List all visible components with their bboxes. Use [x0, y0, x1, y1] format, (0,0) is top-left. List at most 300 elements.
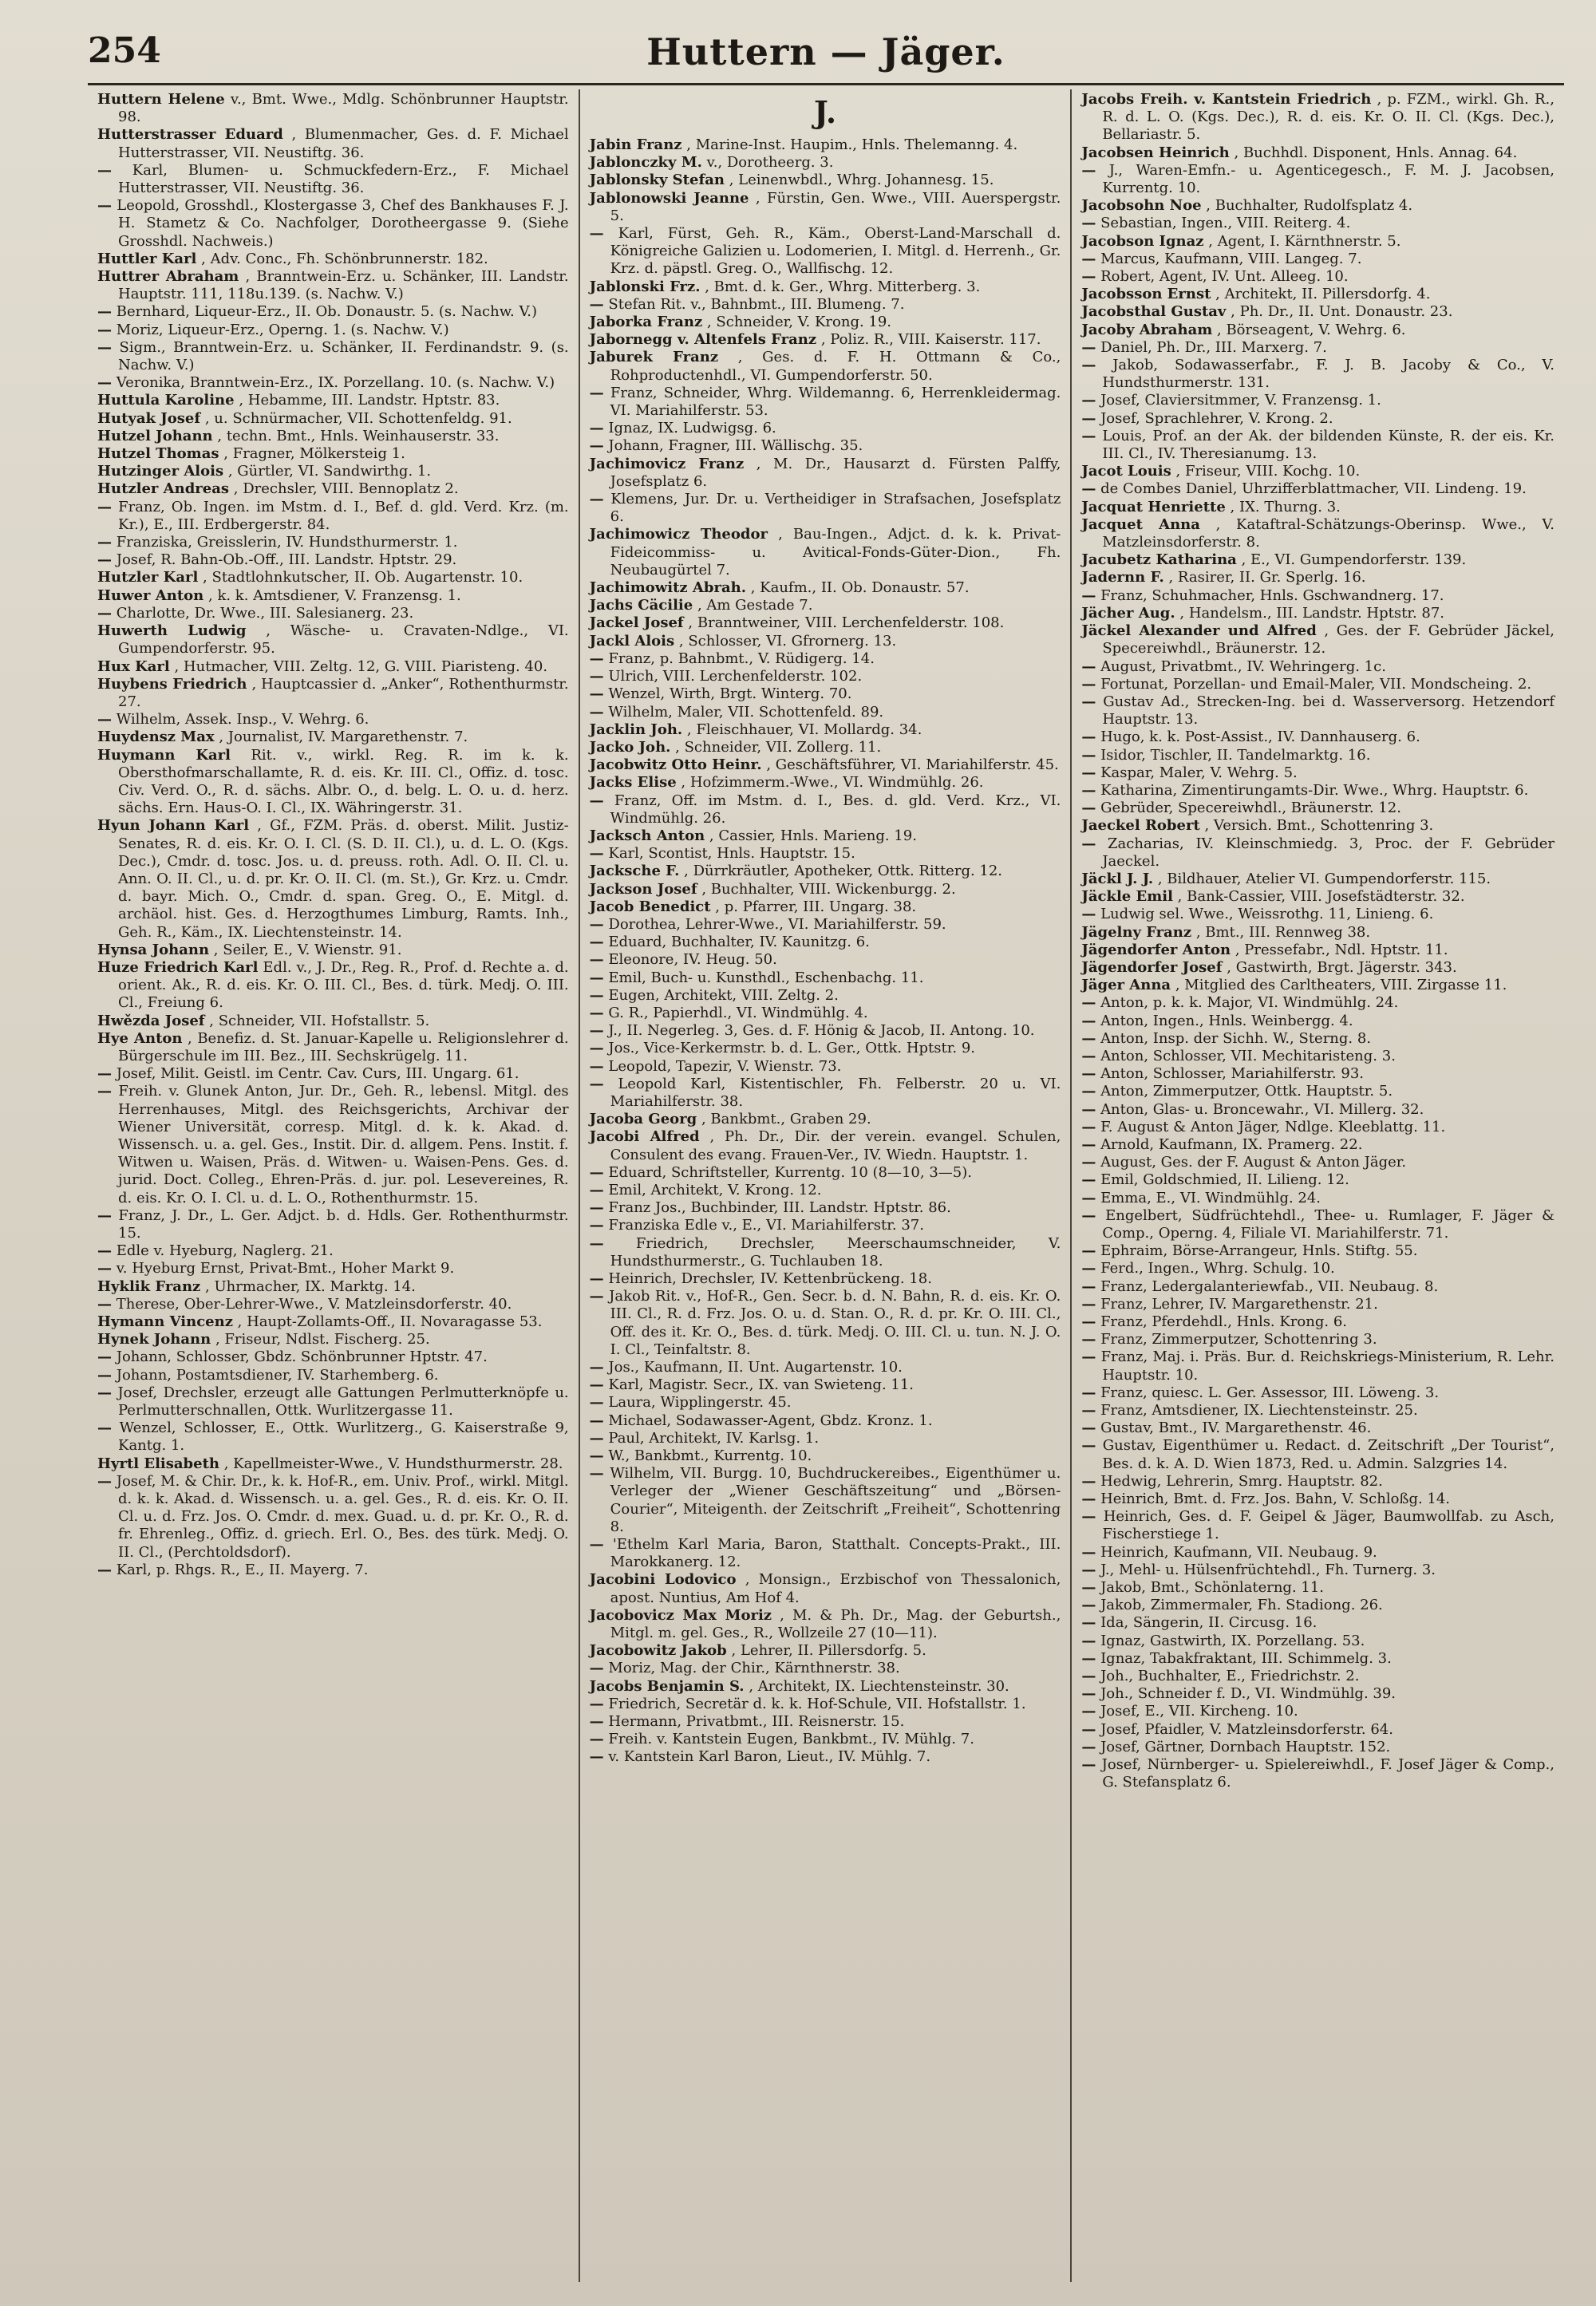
entry-name: Jacobini Lodovico	[589, 1571, 737, 1589]
directory-entry	[1081, 91, 1555, 144]
entry-text: Therese, Ober-Lehrer-Wwe., V. Matzleinsdorferstr. 40.	[116, 1295, 512, 1313]
directory-entry	[1081, 1242, 1555, 1260]
entry-name: Jaeckel Robert	[1081, 817, 1200, 835]
directory-entry	[1081, 392, 1555, 409]
directory-entry	[590, 845, 1061, 863]
directory-entry	[97, 587, 569, 605]
directory-entry	[97, 1260, 569, 1277]
entry-name: —	[589, 1217, 604, 1234]
directory-entry	[1081, 1048, 1555, 1065]
directory-entry	[590, 1607, 1061, 1642]
entry-text: G. R., Papierhdl., VI. Windmühlg. 4.	[608, 1004, 868, 1021]
directory-entry	[590, 1199, 1061, 1217]
entry-name: —	[589, 1536, 604, 1554]
entry-name: —	[97, 1366, 112, 1384]
directory-entry	[590, 756, 1061, 774]
entry-name: Huwerth Ludwig	[97, 622, 247, 640]
entry-name: —	[589, 915, 604, 933]
entry-name: Huze Friedrich Karl	[97, 958, 259, 976]
directory-entry	[1081, 1721, 1555, 1739]
entry-name: —	[589, 1695, 604, 1712]
entry-text: , Journalist, IV. Margarethenstr. 7.	[219, 729, 468, 746]
directory-entry	[1081, 1544, 1555, 1562]
entry-name: —	[589, 845, 604, 863]
entry-name: Jachimowicz Theodor	[589, 526, 768, 543]
entry-text: , Bank-Cassier, VIII. Josefstädterstr. 32.	[1177, 888, 1465, 906]
directory-entry	[590, 1678, 1061, 1696]
entry-text: Josef, Pfaidler, V. Matzleinsdorferstr. 64.	[1100, 1720, 1393, 1738]
entry-name: —	[589, 1394, 604, 1412]
entry-name: Jachs Cäcilie	[589, 597, 693, 614]
entry-text: Isidor, Tischler, II. Tandelmarktg. 16.	[1100, 746, 1371, 764]
entry-text: Josef, Sprachlehrer, V. Krong. 2.	[1100, 409, 1333, 427]
entry-name: —	[589, 1465, 604, 1483]
entry-text: August, Ges. der F. August & Anton Jäger.	[1100, 1154, 1407, 1171]
entry-text: , Bmt. d. k. Ger., Whrg. Mitterberg. 3.	[705, 278, 981, 295]
header-rule	[88, 83, 1564, 85]
directory-entry	[1081, 1384, 1555, 1402]
entry-name: Jacks Elise	[589, 774, 677, 792]
directory-entry	[1081, 924, 1555, 942]
entry-text: Veronika, Branntwein-Erz., IX. Porzellang. 10. (s. Nachw. V.)	[116, 374, 555, 392]
entry-text: Robert, Agent, IV. Unt. Alleeg. 10.	[1100, 268, 1349, 286]
entry-text: , Poliz. R., VIII. Kaiserstr. 117.	[820, 331, 1041, 349]
entry-text: Emil, Architekt, V. Krong. 12.	[608, 1181, 822, 1198]
entry-text: Ignaz, IX. Ludwigsg. 6.	[608, 420, 776, 437]
entry-text: , Ges. d. F. H. Ottmann & Co., Rohproductenhdl., VI. Gumpendorferstr. 50.	[610, 349, 1061, 384]
entry-name: —	[589, 1412, 604, 1429]
entry-name: Hutzler Karl	[97, 569, 199, 586]
entry-text: Josef, Milit. Geistl. im Centr. Cav. Curs, III. Ungarg. 61.	[116, 1065, 519, 1083]
entry-name: —	[589, 1004, 604, 1021]
directory-entry	[590, 1359, 1061, 1376]
entry-text: Hugo, k. k. Post-Assist., IV. Dannhauserg. 6.	[1100, 729, 1420, 746]
entry-text: Ida, Sängerin, II. Circusg. 16.	[1100, 1614, 1317, 1632]
directory-entry	[97, 676, 569, 711]
entry-text: Emma, E., VI. Windmühlg. 24.	[1100, 1189, 1321, 1206]
entry-text: Franz, Maj. i. Präs. Bur. d. Reichskriegs-Ministerium, R. Lehr. Hauptstr. 10.	[1100, 1348, 1555, 1384]
directory-entry	[1081, 286, 1555, 303]
entry-name: —	[1081, 1668, 1096, 1685]
directory-entry	[590, 1731, 1061, 1748]
entry-name: —	[1081, 1277, 1096, 1295]
directory-entry	[1081, 977, 1555, 994]
entry-name: —	[589, 668, 604, 685]
entry-text: Anton, p. k. k. Major, VI. Windmühlg. 24.	[1100, 994, 1399, 1012]
entry-name: —	[589, 1447, 604, 1465]
directory-entry	[97, 162, 569, 197]
page-number: 254	[88, 30, 161, 71]
entry-text: , Bmt., III. Rennweg 38.	[1195, 923, 1371, 941]
entry-text: Franz, Zimmerputzer, Schottenring 3.	[1100, 1331, 1377, 1348]
entry-text: Karl, p. Rhgs. R., E., II. Mayerg. 7.	[116, 1561, 369, 1578]
entry-text: , Hebamme, III. Landstr. Hptstr. 83.	[239, 392, 500, 409]
entry-text: v., Bmt. Wwe., Mdlg. Schönbrunner Hauptstr. 98.	[118, 91, 569, 126]
entry-name: Jacksche F.	[589, 863, 680, 880]
entry-name: —	[1081, 1331, 1096, 1348]
entry-text: Ignaz, Tabakfraktant, III. Schimmelg. 3.	[1100, 1649, 1392, 1667]
directory-entry	[1081, 1420, 1555, 1437]
directory-entry	[1081, 959, 1555, 977]
entry-name: Hyun Johann Karl	[97, 817, 250, 835]
directory-entry	[97, 959, 569, 1013]
entry-name: —	[589, 1713, 604, 1731]
entry-name: Jacobovicz Max Moriz	[589, 1606, 772, 1624]
entry-text: Franz, Schneider, Whrg. Wildemanng. 6, Herrenkleidermag. VI. Mariahilferstr. 53.	[610, 384, 1061, 420]
entry-text: , Kataftral-Schätzungs-Oberinsp. Wwe., V. Matzleinsdorferstr. 8.	[1102, 515, 1555, 551]
entry-name: —	[589, 1199, 604, 1217]
entry-name: —	[1081, 338, 1096, 356]
directory-entry	[590, 1164, 1061, 1182]
directory-entry	[1081, 782, 1555, 800]
entry-name: —	[97, 1083, 112, 1100]
directory-entry	[1081, 871, 1555, 888]
directory-entry	[1081, 658, 1555, 676]
entry-name: —	[589, 1057, 604, 1075]
entry-text: Dorothea, Lehrer-Wwe., VI. Mariahilferstr. 59.	[608, 915, 946, 933]
directory-entry	[97, 1455, 569, 1473]
directory-entry	[590, 1111, 1061, 1128]
entry-name: Jäckle Emil	[1081, 888, 1173, 906]
directory-entry	[1081, 197, 1555, 215]
entry-text: , Börseagent, V. Wehrg. 6.	[1217, 321, 1406, 338]
entry-text: Edle v. Hyeburg, Naglerg. 21.	[116, 1242, 334, 1260]
entry-text: Franz, Off. im Mstm. d. I., Bes. d. gld. Verd. Krz., VI. Windmühlg. 26.	[610, 792, 1061, 827]
entry-name: Huttula Karoline	[97, 392, 235, 409]
directory-entry	[97, 569, 569, 586]
entry-name: —	[1081, 746, 1096, 764]
directory-entry	[1081, 906, 1555, 923]
entry-text: Anton, Insp. der Sichh. W., Sterng. 8.	[1100, 1029, 1372, 1047]
entry-text: , Friseur, VIII. Kochg. 10.	[1175, 463, 1361, 480]
entry-name: —	[589, 969, 604, 986]
entry-name: Jacobs Benjamin S.	[589, 1677, 745, 1695]
entry-name: Hutzler Andreas	[97, 480, 230, 498]
directory-entry	[97, 1331, 569, 1348]
entry-name: Hye Anton	[97, 1029, 183, 1047]
entry-name: —	[1081, 1738, 1096, 1755]
entry-text: Franz, Amtsdiener, IX. Liechtensteinstr. 25.	[1100, 1402, 1418, 1420]
entry-name: —	[589, 225, 604, 243]
entry-name: —	[1081, 392, 1096, 409]
entry-text: , Kapellmeister-Wwe., V. Hundsthurmerstr. 28.	[223, 1455, 563, 1472]
directory-entry	[1081, 303, 1555, 321]
directory-entry	[1081, 1013, 1555, 1030]
entry-name: —	[1081, 427, 1096, 444]
entry-text: , Haupt-Zollamts-Off., II. Novaragasse 53.	[237, 1313, 543, 1331]
entry-name: —	[589, 1359, 604, 1376]
entry-text: Josef, R. Bahn-Ob.-Off., III. Landstr. Hptstr. 29.	[116, 551, 457, 569]
directory-entry	[97, 1013, 569, 1030]
entry-text: , IX. Thurng. 3.	[1230, 498, 1341, 515]
directory-entry	[1081, 233, 1555, 251]
directory-entry	[1081, 499, 1555, 516]
entry-text: , Bankbmt., Graben 29.	[701, 1111, 871, 1128]
entry-name: Jacquet Anna	[1081, 515, 1200, 533]
entry-name: —	[1081, 1348, 1096, 1366]
entry-text: , Ph. Dr., Dir. der verein. evangel. Schulen, Consulent des evang. Frauen-Ver., IV. Wiedn. Hauptstr. 1.	[610, 1128, 1061, 1163]
directory-entry	[1081, 1030, 1555, 1048]
entry-text: , p. FZM., wirkl. Gh. R., R. d. L. O. (Kgs. Dec.), R. d. eis. Kr. O. II. Cl. (Kgs. Dec.), Bellariastr. 5.	[1102, 91, 1555, 144]
entry-name: Jachimowitz Abrah.	[589, 579, 746, 597]
entry-text: Michael, Sodawasser-Agent, Gbdz. Kronz. 1.	[608, 1412, 933, 1429]
directory-entry	[590, 1076, 1061, 1111]
entry-name: Jacobsson Ernst	[1081, 286, 1211, 303]
entry-text: , u. Schnürmacher, VII. Schottenfeldg. 91.	[204, 409, 512, 427]
directory-entry	[97, 303, 569, 321]
directory-entry	[97, 1083, 569, 1206]
entry-name: —	[1081, 1065, 1096, 1083]
entry-text: Anton, Schlosser, Mariahilferstr. 93.	[1100, 1065, 1365, 1083]
entry-name: Jacobsthal Gustav	[1081, 303, 1227, 321]
entry-text: Katharina, Zimentirungamts-Dir. Wwe., Whrg. Hauptstr. 6.	[1100, 781, 1529, 799]
directory-entry	[1081, 268, 1555, 286]
entry-name: —	[1081, 586, 1096, 604]
directory-entry	[590, 1394, 1061, 1412]
entry-name: Jägendorfer Josef	[1081, 958, 1223, 976]
directory-entry	[590, 597, 1061, 614]
entry-name: —	[589, 685, 604, 703]
directory-columns	[88, 89, 1564, 2282]
entry-name: —	[589, 384, 604, 401]
entry-text: Marcus, Kaufmann, VIII. Langeg. 7.	[1100, 250, 1362, 267]
entry-name: —	[589, 1234, 604, 1252]
entry-text: Freih. v. Kantstein Eugen, Bankbmt., IV. Mühlg. 7.	[608, 1731, 974, 1748]
directory-entry	[590, 916, 1061, 934]
entry-name: —	[1081, 675, 1096, 693]
entry-text: Daniel, Ph. Dr., III. Marxerg. 7.	[1100, 338, 1327, 356]
entry-name: Jacko Joh.	[589, 738, 671, 756]
directory-entry	[590, 385, 1061, 420]
entry-name: —	[1081, 250, 1096, 267]
entry-name: —	[97, 338, 112, 356]
page-header	[88, 30, 1564, 86]
entry-text: Friedrich, Drechsler, Meerschaumschneider, V. Hundsthurmerstr., G. Tuchlauben 18.	[610, 1234, 1061, 1269]
entry-text: Joh., Schneider f. D., VI. Windmühlg. 39.	[1100, 1685, 1396, 1703]
directory-entry	[97, 1296, 569, 1313]
directory-entry	[590, 792, 1061, 827]
entry-text: Karl, Scontist, Hnls. Hauptstr. 15.	[608, 845, 855, 863]
directory-entry	[590, 1235, 1061, 1270]
directory-entry	[1081, 1437, 1555, 1472]
entry-name: —	[97, 1065, 112, 1083]
entry-name: —	[1081, 268, 1096, 286]
directory-entry	[590, 1430, 1061, 1447]
entry-name: —	[1081, 1420, 1096, 1437]
entry-name: Hutzel Thomas	[97, 445, 219, 463]
entry-text: Josef, E., VII. Kircheng. 10.	[1100, 1703, 1298, 1720]
directory-entry	[1081, 994, 1555, 1012]
entry-text: Jakob, Bmt., Schönlaterng. 11.	[1100, 1579, 1325, 1597]
entry-name: —	[1081, 1703, 1096, 1720]
entry-text: , Mitglied des Carltheaters, VIII. Zirgasse 11.	[1175, 977, 1507, 994]
entry-name: —	[97, 604, 112, 622]
entry-name: —	[97, 197, 112, 215]
directory-entry	[590, 314, 1061, 331]
directory-entry	[1081, 888, 1555, 906]
entry-name: —	[1081, 1171, 1096, 1189]
directory-entry	[97, 463, 569, 480]
entry-name: Huttler Karl	[97, 250, 197, 267]
directory-entry	[590, 650, 1061, 668]
entry-text: , Schneider, V. Krong. 19.	[706, 314, 892, 331]
entry-text: , Pressefabr., Ndl. Hptstr. 11.	[1235, 941, 1448, 958]
entry-text: Eugen, Architekt, VIII. Zeltg. 2.	[608, 986, 839, 1004]
entry-text: Charlotte, Dr. Wwe., III. Salesianerg. 23.	[116, 604, 414, 622]
directory-entry	[97, 410, 569, 428]
entry-name: —	[1081, 994, 1096, 1012]
entry-name: —	[1081, 1083, 1096, 1100]
directory-entry	[97, 445, 569, 463]
directory-entry	[97, 942, 569, 959]
entry-text: Moriz, Mag. der Chir., Kärnthnerstr. 38.	[608, 1660, 900, 1677]
entry-text: Hermann, Privatbmt., III. Reisnerstr. 15.	[608, 1713, 905, 1731]
directory-entry	[1081, 1278, 1555, 1296]
directory-entry	[590, 278, 1061, 296]
entry-text: Zacharias, IV. Kleinschmiedg. 3, Proc. der F. Gebrüder Jaeckel.	[1102, 835, 1555, 870]
entry-name: —	[1081, 1508, 1096, 1526]
directory-entry	[1081, 339, 1555, 357]
entry-text: Anton, Schlosser, VII. Mechitaristeng. 3.	[1100, 1047, 1396, 1064]
directory-entry	[1081, 729, 1555, 746]
entry-text: Eduard, Buchhalter, IV. Kaunitzg. 6.	[608, 934, 870, 951]
directory-entry	[97, 658, 569, 676]
entry-name: —	[589, 1288, 604, 1305]
directory-entry	[1081, 605, 1555, 622]
directory-entry	[1081, 1331, 1555, 1348]
directory-entry	[590, 704, 1061, 721]
entry-text: Bernhard, Liqueur-Erz., II. Ob. Donaustr. 5. (s. Nachw. V.)	[116, 303, 538, 321]
entry-text: Anton, Zimmerputzer, Ottk. Hauptstr. 5.	[1100, 1083, 1393, 1100]
entry-name: Jacobi Alfred	[589, 1128, 700, 1146]
directory-entry	[1081, 1296, 1555, 1313]
entry-name: —	[1081, 1597, 1096, 1614]
entry-text: Josef, Gärtner, Dornbach Hauptstr. 152.	[1100, 1738, 1391, 1755]
entry-name: —	[1081, 480, 1096, 498]
entry-name: —	[589, 951, 604, 969]
directory-entry	[590, 898, 1061, 916]
entry-name: Jacoby Abraham	[1081, 321, 1213, 338]
directory-entry	[590, 579, 1061, 597]
directory-entry	[1081, 817, 1555, 835]
entry-name: Hutzinger Alois	[97, 463, 224, 480]
entry-name: —	[97, 1348, 112, 1366]
directory-entry	[1081, 162, 1555, 197]
directory-entry	[1081, 835, 1555, 871]
entry-text: Anton, Glas- u. Broncewahr., VI. Millerg. 32.	[1100, 1100, 1424, 1118]
entry-text: Jakob, Zimmermaler, Fh. Stadiong. 26.	[1100, 1597, 1383, 1614]
entry-text: Leopold, Grosshdl., Klostergasse 3, Chef des Bankhauses F. J. H. Stametz & Co. Nachfolger, Dorotheergasse 9. (Siehe Grosshdl. Nachweis.)	[117, 197, 569, 250]
directory-entry	[1081, 1491, 1555, 1508]
directory-entry	[97, 322, 569, 339]
directory-entry	[1081, 1348, 1555, 1384]
entry-name: Jacobowitz Jakob	[589, 1642, 727, 1660]
entry-name: Huybens Friedrich	[97, 675, 247, 693]
entry-text: Franz, p. Bahnbmt., V. Rüdigerg. 14.	[608, 650, 875, 667]
entry-name: —	[1081, 764, 1096, 781]
directory-entry	[590, 225, 1061, 278]
directory-entry	[590, 1660, 1061, 1677]
entry-text: Heinrich, Kaufmann, VII. Neubaug. 9.	[1100, 1543, 1377, 1561]
directory-entry	[97, 729, 569, 746]
entry-text: , Hofzimmerm.-Wwe., VI. Windmühlg. 26.	[681, 774, 984, 792]
entry-text: Heinrich, Bmt. d. Frz. Jos. Bahn, V. Schloßg. 14.	[1100, 1491, 1451, 1508]
entry-text: , Drechsler, VIII. Bennoplatz 2.	[233, 480, 459, 498]
entry-text: Franz, quiesc. L. Ger. Assessor, III. Löweng. 3.	[1100, 1384, 1440, 1401]
entry-name: —	[1081, 906, 1096, 923]
entry-name: —	[589, 934, 604, 951]
directory-entry	[1081, 1473, 1555, 1491]
entry-name: —	[1081, 357, 1096, 374]
entry-text: Emil, Buch- u. Kunsthdl., Eschenbachg. 11.	[608, 969, 924, 986]
directory-entry	[590, 614, 1061, 632]
directory-entry	[590, 349, 1061, 384]
directory-entry	[97, 374, 569, 392]
directory-entry	[1081, 693, 1555, 729]
entry-name: —	[589, 1270, 604, 1287]
entry-name: —	[1081, 1632, 1096, 1649]
entry-text: , Schneider, VII. Zollerg. 11.	[675, 738, 882, 756]
directory-entry	[97, 1030, 569, 1065]
directory-entry	[1081, 1650, 1555, 1668]
entry-text: Josef, Nürnberger- u. Spielereiwhdl., F. Josef Jäger & Comp., G. Stefansplatz 6.	[1101, 1756, 1555, 1791]
entry-text: , Schneider, VII. Hofstallstr. 5.	[209, 1012, 430, 1029]
entry-text: , Buchhdl. Disponent, Hnls. Annag. 64.	[1234, 144, 1518, 161]
entry-text: , M. & Ph. Dr., Mag. der Geburtsh., Mitgl. m. gel. Ges., R., Wollzeile 27 (10—11).	[610, 1606, 1061, 1642]
entry-text: Leopold, Tapezir, V. Wienstr. 73.	[608, 1057, 842, 1075]
entry-text: , Buchhalter, Rudolfsplatz 4.	[1206, 197, 1413, 215]
entry-name: Huttern Helene	[97, 91, 225, 108]
entry-name: —	[1081, 1614, 1096, 1632]
directory-entry	[590, 685, 1061, 703]
entry-name: —	[1081, 1135, 1096, 1153]
entry-text: Jos., Vice-Kerkermstr. b. d. L. Ger., Ottk. Hptstr. 9.	[608, 1040, 975, 1057]
entry-text: Friedrich, Secretär d. k. k. Hof-Schule, VII. Hofstallstr. 1.	[608, 1695, 1026, 1712]
entry-name: Huwer Anton	[97, 586, 204, 604]
directory-entry	[590, 526, 1061, 579]
entry-text: Wilhelm, VII. Burgg. 10, Buchdruckereibes., Eigenthümer u. Verleger der „Wiener Geschäftszeitung“ und „Börsen-Courier“, Miteigenth. der Zeitschrift „Freiheit“, Schottenring 8.	[610, 1465, 1061, 1535]
entry-name: —	[1081, 1189, 1096, 1206]
entry-name: —	[97, 534, 112, 551]
entry-name: Jäckl J. J.	[1081, 870, 1154, 887]
directory-entry	[97, 392, 569, 409]
entry-text: , Dürrkräutler, Apotheker, Ottk. Ritterg. 12.	[684, 863, 1003, 880]
directory-entry	[590, 633, 1061, 650]
entry-name: —	[97, 1260, 112, 1277]
directory-entry	[97, 534, 569, 551]
entry-name: —	[1081, 1206, 1096, 1224]
directory-entry	[1081, 1260, 1555, 1277]
entry-text: , Buchhalter, VIII. Wickenburgg. 2.	[701, 880, 956, 898]
entry-text: , Gastwirth, Brgt. Jägerstr. 343.	[1227, 958, 1457, 976]
entry-text: , Wäsche- u. Cravaten-Ndlge., VI. Gumpendorferstr. 95.	[118, 622, 569, 657]
entry-name: —	[97, 1206, 112, 1224]
entry-name: Hux Karl	[97, 657, 170, 675]
entry-name: Jacobs Freih. v. Kantstein Friedrich	[1081, 91, 1372, 108]
entry-text: Laura, Wipplingerstr. 45.	[608, 1394, 792, 1412]
entry-text: de Combes Daniel, Uhrzifferblattmacher, VII. Lindeng. 19.	[1100, 480, 1527, 498]
directory-entry	[1081, 410, 1555, 428]
entry-name: —	[97, 374, 112, 392]
directory-entry	[1081, 1207, 1555, 1242]
entry-name: —	[97, 1295, 112, 1313]
entry-name: —	[589, 792, 604, 809]
directory-entry	[590, 1536, 1061, 1571]
directory-entry	[97, 339, 569, 374]
directory-entry	[97, 1348, 569, 1366]
entry-name: Hynek Johann	[97, 1331, 211, 1348]
directory-entry	[590, 668, 1061, 685]
